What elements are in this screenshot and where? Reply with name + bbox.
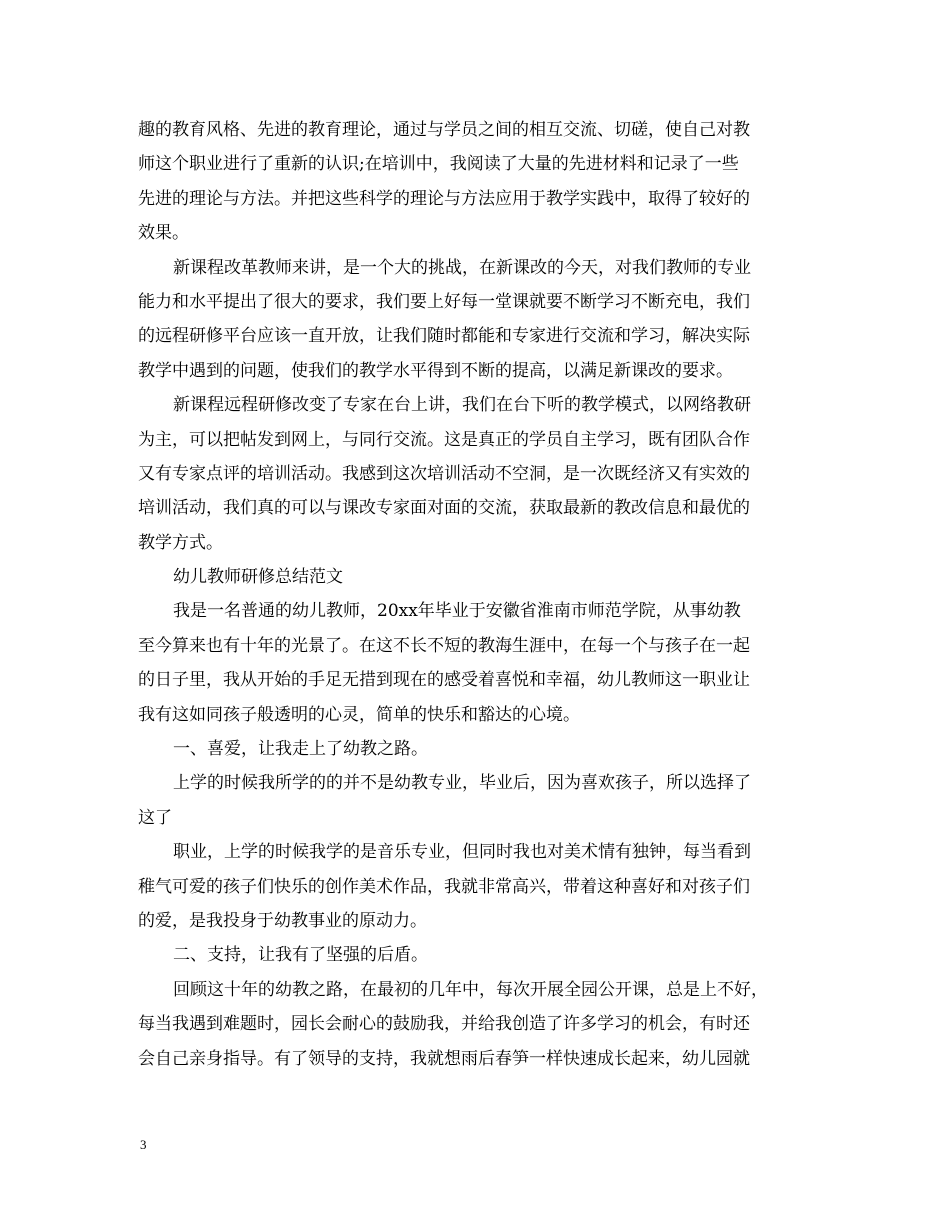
text-line: 的远程研修平台应该一直开放，让我们随时都能和专家进行交流和学习，解决实际 [138,326,750,347]
page-number: 3 [140,1137,147,1152]
text-line: 至今算来也有十年的光景了。在这不长不短的教海生涯中，在每一个与孩子在一起 [138,635,750,656]
text-line: 一、喜爱，让我走上了幼教之路。 [173,739,428,760]
text-line: 上学的时候我所学的的并不是幼教专业，毕业后，因为喜欢孩子，所以选择了 [173,773,751,794]
text-line: 趣的教育风格、先进的教育理论，通过与学员之间的相互交流、切磋，使自己对教 [138,120,750,140]
text-line: 回顾这十年的幼教之路，在最初的几年中，每次开展全园公开课，总是上不好， [173,979,768,1000]
text-line: 能力和水平提出了很大的要求，我们要上好每一堂课就要不断学习不断充电，我们 [138,291,750,312]
text-line: 每当我遇到难题时，园长会耐心的鼓励我，并给我创造了许多学习的机会，有时还 [138,1014,750,1035]
document-body [138,113,818,1076]
text-line: 的爱，是我投身于幼教事业的原动力。 [138,910,427,931]
text-line: 的日子里，我从开始的手足无措到现在的感受着喜悦和幸福，幼儿教师这一职业让 [138,670,750,691]
text-line: 教学方式。 [138,532,223,553]
text-line: 培训活动，我们真的可以与课改专家面对面的交流，获取最新的教改信息和最优的 [138,498,750,519]
text-line: 师这个职业进行了重新的认识;在培训中，我阅读了大量的先进材料和记录了一些 [138,154,739,175]
text-line: 这了 [138,807,172,828]
text-line: 二、支持，让我有了坚强的后盾。 [173,945,428,966]
text-line: 为主，可以把帖发到网上，与同行交流。这是真正的学员自主学习，既有团队合作 [138,429,750,450]
text-line: 新课程改革教师来讲，是一个大的挑战，在新课改的今天，对我们教师的专业 [173,257,751,278]
text-line: 幼儿教师研修总结范文 [173,567,343,588]
text-line: 我有这如同孩子般透明的心灵，简单的快乐和豁达的心境。 [138,704,580,725]
text-line: 职业，上学的时候我学的是音乐专业，但同时我也对美术情有独钟，每当看到 [173,842,751,863]
text-line: 新课程远程研修改变了专家在台上讲，我们在台下听的教学模式，以网络教研 [173,395,751,416]
text-line: 我是一名普通的幼儿教师，20xx年毕业于安徽省淮南市师范学院，从事幼教 [173,601,741,622]
text-line: 效果。 [138,223,189,244]
text-line: 会自己亲身指导。有了领导的支持，我就想雨后春笋一样快速成长起来，幼儿园就 [138,1048,750,1069]
text-line: 教学中遇到的问题，使我们的教学水平得到不断的提高，以满足新课改的要求。 [138,360,733,381]
text-line: 稚气可爱的孩子们快乐的创作美术作品，我就非常高兴，带着这种喜好和对孩子们 [138,876,750,897]
text-line: 先进的理论与方法。并把这些科学的理论与方法应用于教学实践中，取得了较好的 [138,188,750,209]
text-line: 又有专家点评的培训活动。我感到这次培训活动不空洞，是一次既经济又有实效的 [138,463,750,484]
